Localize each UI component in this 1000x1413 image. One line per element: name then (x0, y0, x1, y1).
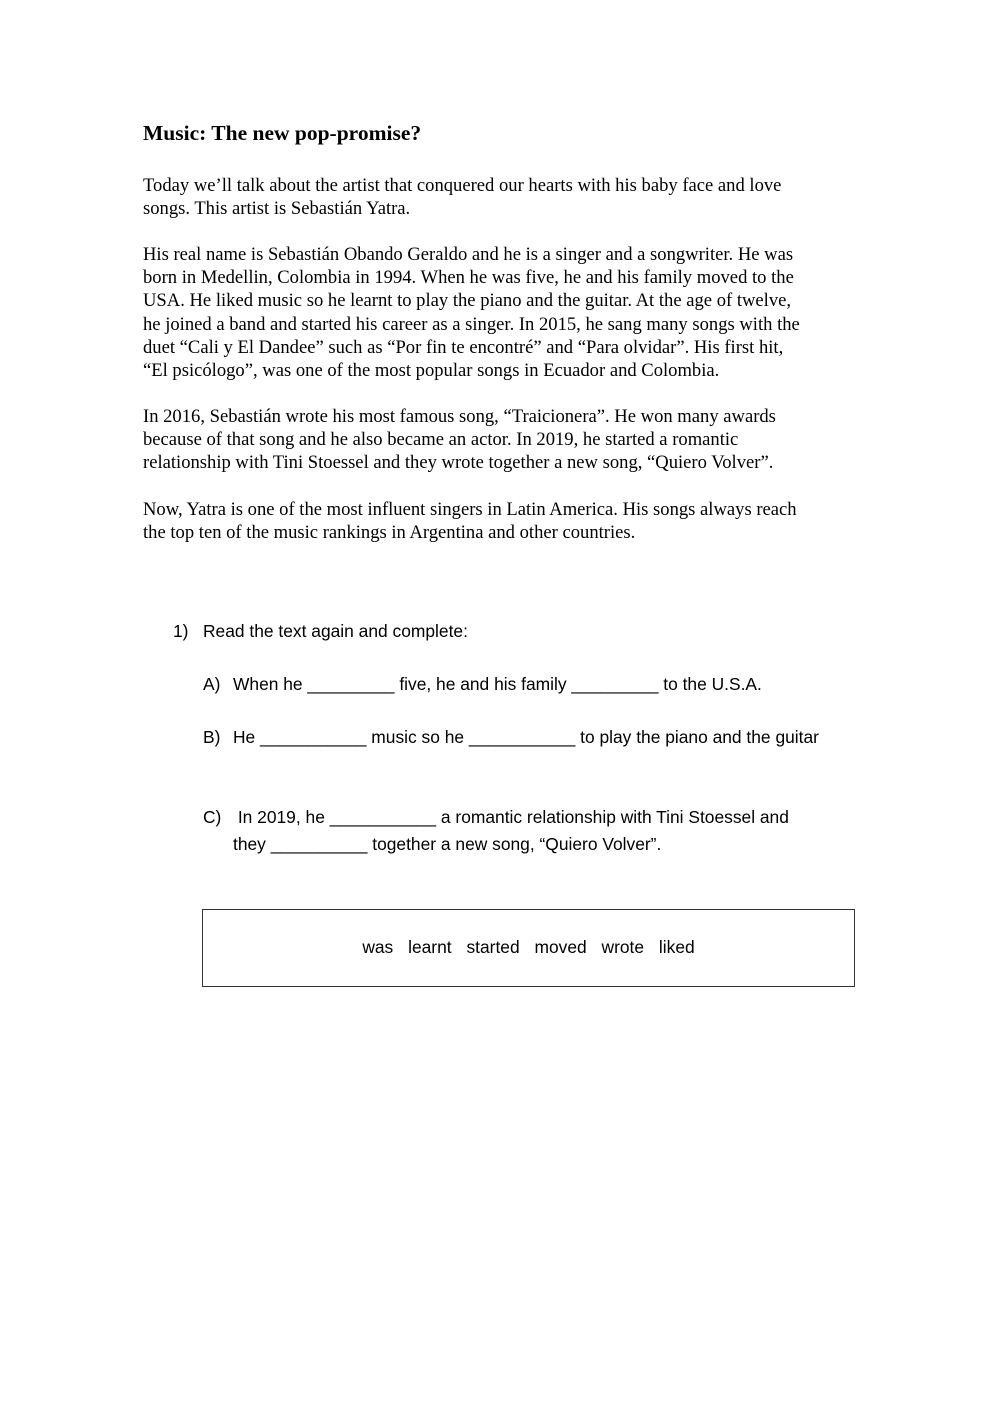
word-bank-word: learnt (408, 937, 452, 957)
paragraph-career (143, 405, 873, 475)
word-bank-box (202, 909, 855, 987)
text-line: duet “Cali y El Dandee” such as “Por fin te encontré” and “Para olvidar”. His first hit, (143, 336, 784, 358)
exercise-instruction-text: Read the text again and complete: (203, 621, 468, 641)
text-line: relationship with Tini Stoessel and they wrote together a new song, “Quiero Volver”. (143, 452, 774, 474)
text-line: “El psicólogo”, was one of the most popular songs in Ecuador and Colombia. (143, 360, 720, 382)
page-title: Music: The new pop-promise? (143, 121, 422, 145)
paragraph-biography (143, 243, 873, 382)
text-line: he joined a band and started his career as a singer. In 2015, he sang many songs with the (143, 313, 800, 335)
word-bank-word: liked (658, 937, 695, 957)
item-sentence: In 2019, he ___________ a romantic relationship with Tini Stoessel and (233, 807, 789, 827)
item-marker: A) (203, 674, 221, 694)
paragraph-conclusion (143, 498, 873, 544)
word-bank-word: started (466, 937, 520, 957)
paragraph-intro (143, 174, 873, 220)
exercise-item-c (203, 806, 789, 855)
item-sentence-continuation: they __________ together a new song, “Quiero Volver”. (233, 834, 662, 854)
item-marker: B) (203, 727, 221, 747)
text-line: songs. This artist is Sebastián Yatra. (143, 198, 411, 220)
item-sentence: When he _________ five, he and his family _________ to the U.S.A. (233, 674, 762, 694)
text-line: the top ten of the music rankings in Argentina and other countries. (143, 522, 636, 544)
text-line: In 2016, Sebastián wrote his most famous song, “Traicionera”. He won many awards (143, 406, 776, 427)
text-line: because of that song and he also became an actor. In 2019, he started a romantic (143, 429, 739, 451)
text-line: USA. He liked music so he learnt to play the piano and the guitar. At the age of twelve, (143, 290, 792, 312)
word-bank-word: moved (534, 937, 587, 957)
word-bank-word: was (362, 937, 394, 957)
item-marker: C) (203, 807, 222, 827)
exercise-item-b (203, 726, 819, 748)
text-line: His real name is Sebastián Obando Geraldo and he is a singer and a songwriter. He was (143, 244, 794, 265)
exercise-number: 1) (173, 621, 189, 641)
text-line: born in Medellin, Colombia in 1994. When he was five, he and his family moved to the (143, 267, 794, 289)
word-bank-word: wrote (601, 937, 645, 957)
exercise-item-a (203, 673, 762, 695)
item-sentence: He ___________ music so he ___________ to play the piano and the guitar (233, 727, 819, 747)
text-line: Now, Yatra is one of the most influent singers in Latin America. His songs always reach (143, 499, 797, 520)
text-line: Today we’ll talk about the artist that conquered our hearts with his baby face and love (143, 175, 782, 196)
exercise-instruction (173, 620, 468, 642)
word-bank (203, 936, 854, 958)
